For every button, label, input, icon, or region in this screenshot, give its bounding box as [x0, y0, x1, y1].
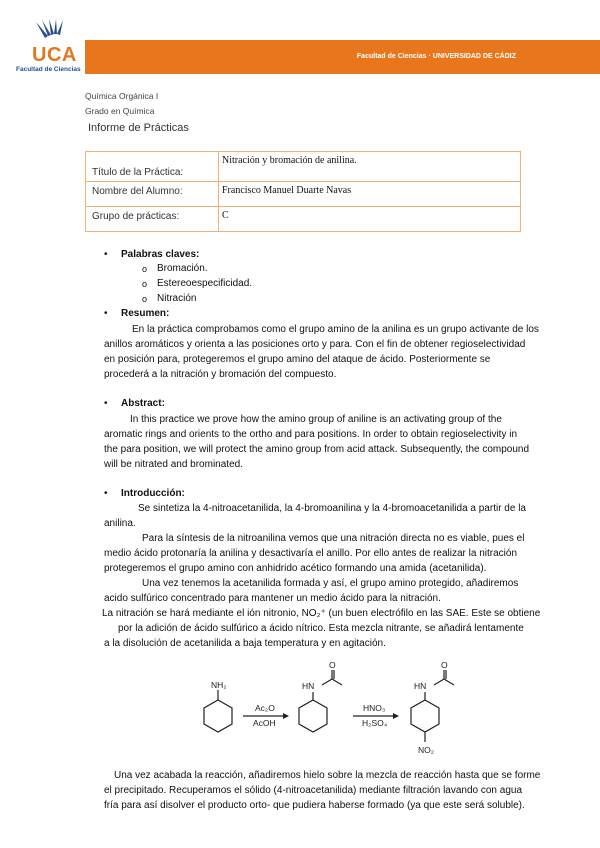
info-table: [85, 151, 521, 232]
bullet-icon: •: [104, 308, 108, 319]
intro-line: Una vez tenemos la acetanilida formada y así, el grupo amino protegido, añadiremos: [142, 578, 519, 589]
intro-line: anilina.: [104, 518, 136, 529]
student-value: Francisco Manuel Duarte Navas: [219, 182, 521, 207]
keyword-item: Bromación.: [157, 263, 208, 274]
group-value: C: [219, 207, 521, 232]
hn-label-2: HN: [414, 681, 427, 691]
no2-label: NO₂: [418, 745, 435, 755]
abstract-line: In this practice we prove how the amino group of aniline is an activating group of the: [130, 414, 502, 425]
student-label: Nombre del Alumno:: [86, 182, 219, 207]
abstract-line: will be nitrated and brominated.: [104, 459, 243, 470]
intro-line: protegeremos el grupo amino con anhidrido acético formando una amida (acetanilida).: [104, 563, 487, 574]
abstract-paragraph: [104, 412, 594, 472]
title-label: Título de la Práctica:: [86, 152, 219, 182]
banner-text: Facultad de Ciencias · UNIVERSIDAD DE CÁDIZ: [356, 53, 516, 60]
degree-name: Grado en Química: [85, 106, 155, 116]
reagent1-top: Ac₂O: [255, 703, 275, 713]
bullet-icon: •: [104, 488, 108, 499]
title-value: Nitración y bromación de anilina.: [219, 152, 521, 182]
conclusion-line: fría para así disolver el producto orto- que pudiera haberse formado (ya que este será soluble).: [104, 800, 525, 811]
benzene-ring-acetanilide: [299, 700, 327, 732]
header-banner: [85, 40, 600, 74]
resumen-line: procederá a la nitración y bromación del compuesto.: [104, 369, 337, 380]
reagent1-bottom: AcOH: [253, 718, 276, 728]
resumen-line: anillos aromáticos y orienta a las posiciones orto y para. Con el fin de obtener regioselectividad: [104, 339, 526, 350]
group-label: Grupo de prácticas:: [86, 207, 219, 232]
oxygen-label-2: O: [441, 660, 448, 670]
keyword-item: Estereoespecificidad.: [157, 278, 253, 289]
circle-bullet-icon: o: [142, 279, 148, 289]
resumen-line: En la práctica comprobamos como el grupo amino de la anilina es un grupo activante de los: [132, 324, 539, 335]
bullet-icon: •: [104, 398, 108, 409]
circle-bullet-icon: o: [142, 294, 148, 304]
abstract-line: the para position, we will protect the amino group from acid attack. Subsequently, the compound: [104, 444, 530, 455]
benzene-ring-aniline: [204, 700, 232, 732]
reagent2-top: HNO₃: [363, 703, 386, 713]
intro-line: acido sulfúrico concentrado para mantener un medio ácido para la nitración.: [104, 593, 441, 604]
conclusion-line: el precipitado. Recuperamos el sólido (4-nitroacetanilida) mediante filtración lavando con agua: [104, 785, 523, 796]
oxygen-label-1: O: [329, 660, 336, 670]
resumen-paragraph: [104, 322, 594, 382]
resumen-line: en posición para, protegeremos el grupo amino del ataque de ácido. Posteriormente se: [104, 354, 491, 365]
intro-line: medio ácido protonaría la anilina y desactivaría el anillo. Por ello antes de realizar la nitración: [104, 548, 518, 559]
reaction-scheme: [186, 658, 470, 768]
conclusion-paragraph: [104, 768, 594, 813]
intro-line: Para la síntesis de la nitroanilina vemos que una nitración directa no es viable, pues el: [142, 533, 525, 544]
intro-line: por la adición de ácido sulfúrico a ácido nítrico. Esta mezcla nitrante, se añadirá lentamente: [118, 623, 524, 634]
logo-subtext: Facultad de Ciencias: [16, 66, 81, 73]
nh2-label: NH₂: [211, 680, 227, 690]
abstract-line: aromatic rings and orients to the ortho and para positions. In order to obtain regioselectivity in: [104, 429, 518, 440]
intro-line: Se sintetiza la 4-nitroacetanilida, la 4-bromoanilina y la 4-bromoacetanilida a partir de la: [138, 503, 526, 514]
introduccion-heading: Introducción:: [121, 488, 185, 499]
circle-bullet-icon: o: [142, 264, 148, 274]
keyword-item: Nitración: [157, 293, 197, 304]
report-title: Informe de Prácticas: [88, 122, 189, 134]
benzene-ring-nitroacetanilide: [411, 700, 439, 732]
resumen-heading: Resumen:: [121, 308, 170, 319]
introduccion-paragraph: [104, 501, 594, 651]
subject-name: Química Orgánica I: [85, 91, 159, 101]
hn-label-1: HN: [302, 681, 315, 691]
intro-line: La nitración se hará mediante el ión nitronio, NO₂⁺ (un buen electrófilo en las SAE. Este se obtiene: [102, 608, 541, 619]
keywords-heading: Palabras claves:: [121, 249, 200, 260]
bullet-icon: •: [104, 249, 108, 260]
reagent2-bottom: H₂SO₄: [362, 718, 388, 728]
abstract-heading: Abstract:: [121, 398, 165, 409]
conclusion-line: Una vez acabada la reacción, añadiremos hielo sobre la mezcla de reacción hasta que se forme: [114, 770, 541, 781]
intro-line: a la disolución de acetanilida a baja temperatura y en agitación.: [104, 638, 386, 649]
logo-text: UCA: [32, 44, 77, 66]
